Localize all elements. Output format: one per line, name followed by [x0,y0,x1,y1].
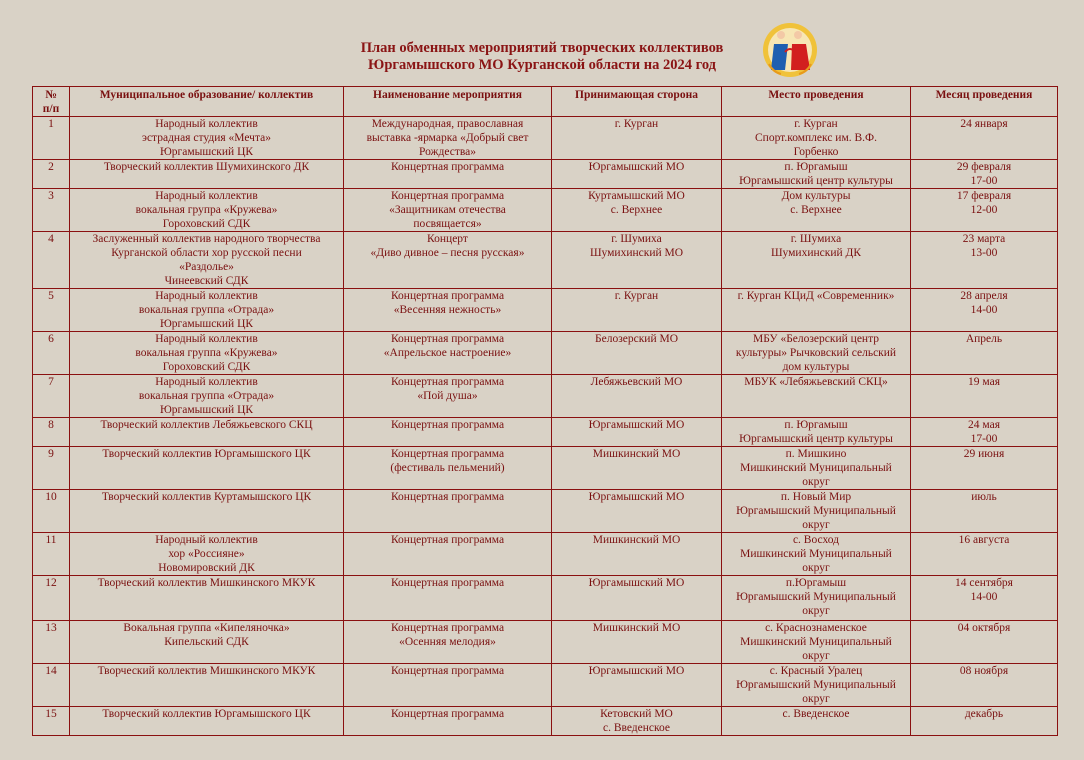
row-number-cell: 13 [33,621,70,664]
row-number-cell: 9 [33,447,70,490]
table-row [33,189,1058,232]
table-row [33,576,1058,621]
place-cell: п. Мишкино Мишкинский Муниципальный округ [722,447,911,490]
host-cell: Мишкинский МО [552,621,722,664]
event-cell: Концертная программа «Пой душа» [344,375,552,418]
month-cell: 24 мая 17-00 [911,418,1058,447]
month-cell: 24 января [911,117,1058,160]
collective-cell: Народный коллектив эстрадная студия «Мечта» Юргамышский ЦК [70,117,344,160]
event-cell: Концертная программа [344,707,552,736]
event-cell: Международная, православная выставка -ярмарка «Добрый свет Рождества» [344,117,552,160]
event-cell: Концертная программа «Апрельское настроение» [344,332,552,375]
page-title-line-1: План обменных мероприятий творческих коллективов [360,40,724,56]
host-cell: Юргамышский МО [552,160,722,189]
row-number-cell: 12 [33,576,70,621]
folk-dancers-emblem-icon [761,20,819,80]
collective-cell: Народный коллектив вокальная группа «Отрада» Юргамышский ЦК [70,375,344,418]
host-cell: Юргамышский МО [552,418,722,447]
table-row [33,375,1058,418]
collective-cell: Творческий коллектив Куртамышского ЦК [70,490,344,533]
event-cell: Концертная программа [344,160,552,189]
month-cell: 14 сентября 14-00 [911,576,1058,621]
month-cell: 23 марта 13-00 [911,232,1058,289]
table-row [33,707,1058,736]
month-cell: 29 июня [911,447,1058,490]
month-cell: 08 ноября [911,664,1058,707]
events-table [32,86,1058,736]
table-row [33,117,1058,160]
row-number-cell: 11 [33,533,70,576]
event-cell: Концертная программа [344,418,552,447]
place-cell: с. Восход Мишкинский Муниципальный округ [722,533,911,576]
table-row [33,533,1058,576]
host-cell: Кетовский МО с. Введенское [552,707,722,736]
table-row [33,289,1058,332]
event-cell: Концертная программа [344,576,552,621]
table-header-row [33,87,1058,117]
month-cell: 16 августа [911,533,1058,576]
month-cell: 28 апреля 14-00 [911,289,1058,332]
row-number-cell: 7 [33,375,70,418]
host-cell: Мишкинский МО [552,447,722,490]
column-header-collective: Муниципальное образование/ коллектив [70,87,344,117]
collective-cell: Заслуженный коллектив народного творчества Курганской области хор русской песни «Раздолье» Чинеевский СДК [70,232,344,289]
place-cell: Дом культуры с. Верхнее [722,189,911,232]
collective-cell: Народный коллектив хор «Россияне» Новомировский ДК [70,533,344,576]
collective-cell: Народный коллектив вокальная группа «Отрада» Юргамышский ЦК [70,289,344,332]
row-number-cell: 6 [33,332,70,375]
month-cell: декабрь [911,707,1058,736]
column-header-host: Принимающая сторона [552,87,722,117]
table-row [33,232,1058,289]
table-row [33,621,1058,664]
collective-cell: Народный коллектив вокальная групра «Кружева» Гороховский СДК [70,189,344,232]
place-cell: п. Юргамыш Юргамышский центр культуры [722,418,911,447]
event-cell: Концертная программа [344,533,552,576]
table-row [33,418,1058,447]
event-cell: Концертная программа [344,490,552,533]
month-cell: 29 февраля 17-00 [911,160,1058,189]
place-cell: г. Шумиха Шумихинский ДК [722,232,911,289]
column-header-event: Наименование мероприятия [344,87,552,117]
page-title-line-2: Юргамышского МО Курганской области на 2024 год [368,57,716,73]
collective-cell: Творческий коллектив Мишкинского МКУК [70,664,344,707]
column-header-month: Месяц проведения [911,87,1058,117]
table-row [33,447,1058,490]
month-cell: 19 мая [911,375,1058,418]
row-number-cell: 3 [33,189,70,232]
row-number-cell: 10 [33,490,70,533]
collective-cell: Вокальная группа «Кипеляночка» Кипельский СДК [70,621,344,664]
table-row [33,490,1058,533]
event-cell: Концертная программа (фестиваль пельмений) [344,447,552,490]
host-cell: Юргамышский МО [552,576,722,621]
place-cell: п. Юргамыш Юргамышский центр культуры [722,160,911,189]
place-cell: п.Юргамыш Юргамышский Муниципальный округ [722,576,911,621]
event-cell: Концертная программа «Весенняя нежность» [344,289,552,332]
collective-cell: Творческий коллектив Мишкинского МКУК [70,576,344,621]
place-cell: г. Курган КЦиД «Современник» [722,289,911,332]
place-cell: г. Курган Спорт.комплекс им. В.Ф. Горбенко [722,117,911,160]
host-cell: г. Шумиха Шумихинский МО [552,232,722,289]
month-cell: 17 февраля 12-00 [911,189,1058,232]
place-cell: МБУ «Белозерский центр культуры» Рычковский сельский дом культуры [722,332,911,375]
table-row [33,664,1058,707]
row-number-cell: 8 [33,418,70,447]
collective-cell: Творческий коллектив Шумихинского ДК [70,160,344,189]
collective-cell: Творческий коллектив Лебяжьевского СКЦ [70,418,344,447]
host-cell: Мишкинский МО [552,533,722,576]
event-cell: Концертная программа «Защитникам отечества посвящается» [344,189,552,232]
row-number-cell: 5 [33,289,70,332]
table-row [33,332,1058,375]
host-cell: Юргамышский МО [552,664,722,707]
table-row [33,160,1058,189]
collective-cell: Творческий коллектив Юргамышского ЦК [70,707,344,736]
place-cell: п. Новый Мир Юргамышский Муниципальный округ [722,490,911,533]
host-cell: Юргамышский МО [552,490,722,533]
row-number-cell: 15 [33,707,70,736]
month-cell: июль [911,490,1058,533]
event-cell: Концертная программа «Осенняя мелодия» [344,621,552,664]
collective-cell: Творческий коллектив Юргамышского ЦК [70,447,344,490]
column-header-number: № п/п [33,87,70,117]
host-cell: Белозерский МО [552,332,722,375]
row-number-cell: 14 [33,664,70,707]
place-cell: с. Введенское [722,707,911,736]
month-cell: Апрель [911,332,1058,375]
event-cell: Концертная программа [344,664,552,707]
column-header-place: Место проведения [722,87,911,117]
event-cell: Концерт «Диво дивное – песня русская» [344,232,552,289]
place-cell: МБУК «Лебяжьевский СКЦ» [722,375,911,418]
collective-cell: Народный коллектив вокальная группа «Кружева» Гороховский СДК [70,332,344,375]
row-number-cell: 1 [33,117,70,160]
host-cell: Лебяжьевский МО [552,375,722,418]
month-cell: 04 октября [911,621,1058,664]
row-number-cell: 2 [33,160,70,189]
host-cell: г. Курган [552,117,722,160]
host-cell: г. Курган [552,289,722,332]
row-number-cell: 4 [33,232,70,289]
place-cell: с. Краснознаменское Мишкинский Муниципальный округ [722,621,911,664]
document-header [0,40,1084,74]
host-cell: Куртамышский МО с. Верхнее [552,189,722,232]
place-cell: с. Красный Уралец Юргамышский Муниципальный округ [722,664,911,707]
